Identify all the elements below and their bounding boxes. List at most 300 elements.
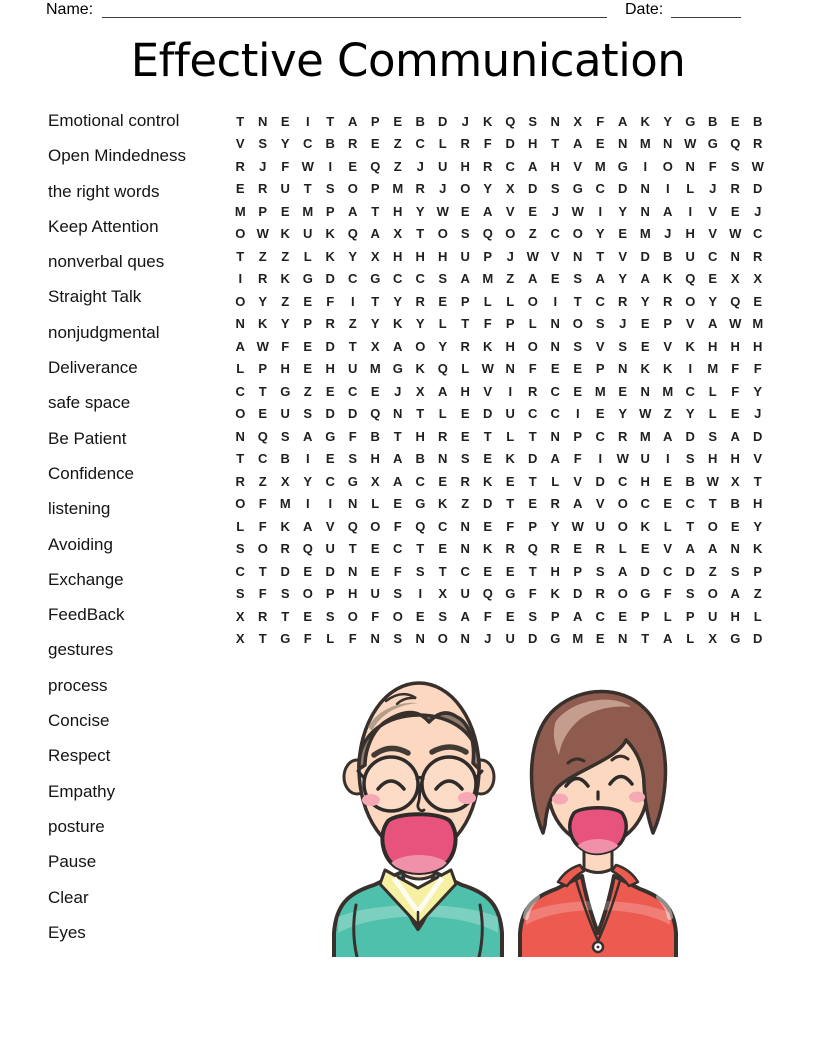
grid-cell: A <box>528 271 538 287</box>
grid-cell: A <box>348 113 358 129</box>
grid-cell: O <box>235 406 246 422</box>
date-input-line[interactable] <box>671 0 741 18</box>
grid-cell: L <box>686 631 695 647</box>
grid-cell: C <box>235 563 245 579</box>
grid-cell: M <box>662 383 674 399</box>
grid-cell: W <box>706 473 719 489</box>
grid-cell: I <box>508 383 513 399</box>
grid-cell: F <box>483 316 492 332</box>
grid-cell: A <box>303 428 313 444</box>
grid-cell: H <box>708 338 718 354</box>
grid-cell: U <box>685 248 695 264</box>
grid-cell: Q <box>370 406 381 422</box>
grid-cell: V <box>483 383 493 399</box>
grid-cell: T <box>258 631 267 647</box>
grid-cell: M <box>594 158 606 174</box>
grid-cell: L <box>236 361 245 377</box>
grid-cell: T <box>371 203 380 219</box>
grid-cell: P <box>325 203 335 219</box>
grid-cell: E <box>640 316 650 332</box>
grid-cell: O <box>347 181 358 197</box>
grid-cell: A <box>618 113 628 129</box>
grid-cell: E <box>460 203 470 219</box>
grid-cell: J <box>506 248 514 264</box>
grid-cell: E <box>730 113 740 129</box>
grid-cell: N <box>640 203 650 219</box>
grid-cell: O <box>235 226 246 242</box>
grid-cell: K <box>483 473 493 489</box>
grid-cell: D <box>438 113 448 129</box>
grid-cell: C <box>303 136 313 152</box>
grid-cell: J <box>664 226 672 242</box>
grid-cell: W <box>481 361 494 377</box>
grid-cell: K <box>280 226 290 242</box>
grid-cell: A <box>393 451 403 467</box>
grid-cell: S <box>708 428 718 444</box>
grid-cell: E <box>303 608 313 624</box>
grid-cell: G <box>302 271 313 287</box>
grid-cell: Q <box>505 113 516 129</box>
grid-cell: Q <box>347 518 358 534</box>
word-list-item: gestures <box>48 640 114 660</box>
word-list-item: the right words <box>48 181 160 201</box>
grid-cell: T <box>393 428 402 444</box>
grid-cell: P <box>370 113 380 129</box>
word-list-item: Eyes <box>48 922 86 942</box>
grid-cell: F <box>753 361 762 377</box>
grid-cell: F <box>326 293 335 309</box>
grid-cell: K <box>483 113 493 129</box>
grid-cell: N <box>235 428 245 444</box>
grid-cell: F <box>371 608 380 624</box>
grid-cell: J <box>754 203 762 219</box>
grid-cell: V <box>618 248 628 264</box>
grid-cell: M <box>572 631 584 647</box>
grid-cell: H <box>393 248 403 264</box>
grid-cell: M <box>369 361 381 377</box>
word-list-item: FeedBack <box>48 605 125 625</box>
grid-cell: E <box>573 361 583 377</box>
grid-cell: U <box>640 451 650 467</box>
grid-cell: H <box>730 451 740 467</box>
grid-cell: T <box>348 338 357 354</box>
grid-cell: O <box>505 226 516 242</box>
grid-cell: G <box>617 158 628 174</box>
grid-cell: P <box>460 293 470 309</box>
grid-cell: V <box>595 496 605 512</box>
grid-cell: A <box>235 338 245 354</box>
grid-cell: C <box>460 563 470 579</box>
grid-cell: Y <box>753 383 763 399</box>
grid-cell: N <box>573 248 583 264</box>
grid-cell: V <box>753 451 763 467</box>
grid-cell: U <box>460 586 470 602</box>
grid-cell: P <box>573 563 583 579</box>
grid-cell: Z <box>258 248 267 264</box>
grid-cell: N <box>663 136 673 152</box>
grid-cell: O <box>662 158 673 174</box>
grid-cell: T <box>236 248 245 264</box>
grid-cell: K <box>640 518 650 534</box>
grid-cell: U <box>595 518 605 534</box>
grid-cell: T <box>753 473 762 489</box>
grid-cell: E <box>303 361 313 377</box>
grid-cell: J <box>709 181 717 197</box>
grid-cell: N <box>348 496 358 512</box>
woman-figure <box>520 692 676 958</box>
grid-cell: A <box>370 226 380 242</box>
grid-cell: F <box>528 361 537 377</box>
grid-cell: X <box>370 473 380 489</box>
grid-cell: W <box>256 226 269 242</box>
grid-cell: V <box>573 473 583 489</box>
grid-cell: D <box>528 631 538 647</box>
grid-cell: O <box>370 518 381 534</box>
grid-cell: D <box>483 496 493 512</box>
grid-cell: R <box>415 293 425 309</box>
grid-cell: T <box>281 608 290 624</box>
grid-cell: C <box>685 496 695 512</box>
grid-cell: R <box>483 158 493 174</box>
grid-cell: E <box>303 338 313 354</box>
grid-cell: N <box>438 451 448 467</box>
grid-cell: Z <box>506 271 515 287</box>
grid-cell: V <box>708 203 718 219</box>
couple-illustration <box>330 665 692 957</box>
grid-cell: R <box>460 473 470 489</box>
grid-cell: U <box>280 406 290 422</box>
grid-cell: X <box>280 473 290 489</box>
grid-cell: A <box>573 608 583 624</box>
grid-cell: E <box>370 541 380 557</box>
grid-cell: E <box>528 496 538 512</box>
grid-cell: S <box>235 586 245 602</box>
grid-cell: G <box>685 113 696 129</box>
grid-cell: K <box>258 316 268 332</box>
grid-cell: J <box>484 631 492 647</box>
grid-cell: R <box>663 293 673 309</box>
grid-cell: B <box>325 136 335 152</box>
grid-cell: X <box>505 181 515 197</box>
grid-cell: O <box>437 631 448 647</box>
grid-cell: H <box>730 338 740 354</box>
grid-cell: B <box>415 113 425 129</box>
grid-cell: S <box>573 271 583 287</box>
grid-cell: K <box>483 338 493 354</box>
grid-cell: A <box>393 473 403 489</box>
grid-cell: E <box>640 338 650 354</box>
grid-cell: Y <box>640 293 650 309</box>
grid-cell: O <box>707 586 718 602</box>
grid-cell: W <box>256 338 269 354</box>
word-list-item: Emotional control <box>48 111 180 130</box>
grid-cell: S <box>528 113 538 129</box>
word-list-item: Pause <box>48 852 97 872</box>
word-list-item: Concise <box>48 711 110 731</box>
man-figure <box>334 683 502 957</box>
grid-cell: M <box>639 136 651 152</box>
grid-cell: T <box>371 293 380 309</box>
grid-cell: C <box>708 248 718 264</box>
grid-cell: O <box>257 541 268 557</box>
grid-cell: S <box>280 586 290 602</box>
grid-cell: N <box>235 316 245 332</box>
grid-cell: L <box>506 428 515 444</box>
grid-cell: O <box>685 293 696 309</box>
grid-cell: G <box>505 586 516 602</box>
grid-cell: R <box>460 136 470 152</box>
grid-cell: T <box>416 541 425 557</box>
grid-cell: C <box>415 136 425 152</box>
grid-cell: R <box>595 586 605 602</box>
grid-cell: E <box>370 563 380 579</box>
grid-cell: S <box>730 158 740 174</box>
grid-cell: J <box>259 158 267 174</box>
grid-cell: D <box>595 473 605 489</box>
grid-cell: P <box>753 563 763 579</box>
grid-cell: N <box>618 631 628 647</box>
grid-cell: H <box>753 496 763 512</box>
grid-cell: W <box>526 248 539 264</box>
grid-cell: M <box>707 361 719 377</box>
grid-cell: D <box>753 428 763 444</box>
grid-cell: R <box>258 608 268 624</box>
grid-cell: C <box>528 406 538 422</box>
grid-cell: C <box>595 293 605 309</box>
grid-cell: E <box>325 451 335 467</box>
grid-cell: H <box>550 563 560 579</box>
grid-cell: L <box>528 316 537 332</box>
grid-cell: Q <box>730 136 741 152</box>
grid-cell: K <box>753 541 763 557</box>
grid-cell: E <box>325 383 335 399</box>
grid-cell: Z <box>258 473 267 489</box>
grid-cell: W <box>571 203 584 219</box>
grid-cell: F <box>258 586 267 602</box>
grid-cell: T <box>236 113 245 129</box>
grid-cell: E <box>730 518 740 534</box>
grid-cell: K <box>438 496 448 512</box>
grid-cell: F <box>708 158 717 174</box>
grid-cell: Q <box>302 541 313 557</box>
grid-cell: E <box>640 541 650 557</box>
grid-cell: G <box>280 383 291 399</box>
word-list-item: Clear <box>48 887 89 907</box>
grid-cell: G <box>325 428 336 444</box>
grid-cell: E <box>393 496 403 512</box>
grid-cell: T <box>258 383 267 399</box>
grid-cell: I <box>688 361 693 377</box>
grid-cell: H <box>325 361 335 377</box>
grid-cell: E <box>595 631 605 647</box>
grid-cell: G <box>347 473 358 489</box>
grid-cell: W <box>639 406 652 422</box>
grid-cell: Y <box>595 226 605 242</box>
grid-cell: E <box>303 563 313 579</box>
grid-cell: H <box>708 451 718 467</box>
grid-cell: F <box>506 518 515 534</box>
grid-cell: S <box>618 338 628 354</box>
grid-cell: P <box>685 608 695 624</box>
grid-cell: H <box>550 158 560 174</box>
grid-cell: X <box>730 271 740 287</box>
grid-cell: Y <box>348 248 358 264</box>
grid-cell: H <box>640 473 650 489</box>
grid-cell: E <box>505 608 515 624</box>
grid-cell: D <box>348 406 358 422</box>
grid-cell: T <box>326 113 335 129</box>
grid-cell: I <box>598 451 603 467</box>
grid-cell: Y <box>393 293 403 309</box>
grid-cell: T <box>483 428 492 444</box>
grid-cell: Z <box>281 293 290 309</box>
grid-cell: A <box>685 541 695 557</box>
grid-cell: N <box>415 631 425 647</box>
grid-cell: G <box>550 631 561 647</box>
grid-cell: R <box>235 158 245 174</box>
grid-cell: E <box>280 203 290 219</box>
grid-cell: T <box>641 631 650 647</box>
grid-cell: T <box>416 406 425 422</box>
grid-cell: D <box>640 563 650 579</box>
grid-cell: N <box>370 631 380 647</box>
grid-cell: U <box>708 608 718 624</box>
grid-cell: D <box>640 248 650 264</box>
grid-cell: Q <box>347 226 358 242</box>
grid-cell: Y <box>708 293 718 309</box>
grid-cell: U <box>370 586 380 602</box>
grid-cell: I <box>350 293 355 309</box>
grid-cell: Q <box>527 541 538 557</box>
grid-cell: N <box>258 113 268 129</box>
grid-cell: L <box>618 541 627 557</box>
grid-cell: F <box>258 518 267 534</box>
grid-cell: Y <box>415 203 425 219</box>
grid-cell: A <box>663 428 673 444</box>
date-label: Date: <box>625 1 664 18</box>
grid-cell: S <box>460 226 470 242</box>
grid-cell: R <box>438 428 448 444</box>
grid-cell: R <box>618 428 628 444</box>
grid-cell: S <box>325 608 335 624</box>
grid-cell: Z <box>753 586 762 602</box>
grid-cell: X <box>370 248 380 264</box>
grid-cell: T <box>573 293 582 309</box>
grid-cell: J <box>394 383 402 399</box>
grid-cell: K <box>280 271 290 287</box>
grid-cell: X <box>415 383 425 399</box>
grid-cell: N <box>730 248 740 264</box>
grid-cell: B <box>753 113 763 129</box>
grid-cell: D <box>325 271 335 287</box>
word-list-item: listening <box>48 499 111 519</box>
grid-cell: D <box>483 406 493 422</box>
grid-cell: S <box>438 271 448 287</box>
grid-cell: S <box>685 451 695 467</box>
grid-cell: V <box>550 248 560 264</box>
grid-cell: N <box>640 383 650 399</box>
grid-cell: L <box>438 136 447 152</box>
grid-cell: R <box>415 181 425 197</box>
grid-cell: E <box>370 136 380 152</box>
grid-cell: S <box>685 586 695 602</box>
grid-cell: E <box>235 181 245 197</box>
grid-cell: M <box>639 226 651 242</box>
grid-cell: J <box>439 181 447 197</box>
grid-cell: H <box>730 608 740 624</box>
grid-cell: C <box>415 473 425 489</box>
grid-cell: E <box>730 406 740 422</box>
grid-cell: L <box>708 383 717 399</box>
grid-cell: D <box>325 563 335 579</box>
grid-cell: G <box>415 496 426 512</box>
grid-cell: V <box>663 338 673 354</box>
grid-cell: I <box>575 406 580 422</box>
grid-cell: Q <box>482 586 493 602</box>
grid-cell: E <box>708 271 718 287</box>
grid-cell: K <box>663 271 673 287</box>
grid-cell: E <box>505 563 515 579</box>
grid-cell: A <box>618 563 628 579</box>
grid-cell: R <box>618 293 628 309</box>
grid-cell: X <box>730 473 740 489</box>
grid-cell: A <box>550 451 560 467</box>
grid-cell: N <box>730 541 740 557</box>
grid-cell: X <box>438 586 448 602</box>
grid-cell: D <box>528 451 538 467</box>
grid-cell: W <box>729 226 742 242</box>
word-list-item: Exchange <box>48 569 124 589</box>
grid-cell: L <box>236 518 245 534</box>
grid-cell: P <box>505 316 515 332</box>
grid-cell: B <box>708 113 718 129</box>
grid-cell: K <box>685 338 695 354</box>
grid-cell: Y <box>550 518 560 534</box>
grid-cell: O <box>235 293 246 309</box>
grid-cell: L <box>753 608 762 624</box>
grid-cell: A <box>708 316 718 332</box>
grid-cell: C <box>640 496 650 512</box>
grid-cell: L <box>506 293 515 309</box>
page-title: Effective Communication <box>130 34 686 87</box>
grid-cell: C <box>438 518 448 534</box>
word-list-item: Keep Attention <box>48 216 159 236</box>
grid-cell: Z <box>461 496 470 512</box>
grid-cell: A <box>663 203 673 219</box>
grid-cell: U <box>438 158 448 174</box>
grid-cell: O <box>347 608 358 624</box>
name-input-line[interactable] <box>102 0 607 18</box>
grid-cell: E <box>505 473 515 489</box>
grid-cell: N <box>618 136 628 152</box>
grid-cell: U <box>325 541 335 557</box>
grid-cell: Q <box>415 518 426 534</box>
grid-cell: U <box>505 406 515 422</box>
grid-cell: L <box>438 406 447 422</box>
grid-cell: J <box>619 316 627 332</box>
grid-cell: C <box>685 383 695 399</box>
grid-cell: R <box>325 316 335 332</box>
grid-cell: A <box>483 203 493 219</box>
grid-cell: W <box>729 316 742 332</box>
grid-cell: P <box>640 608 650 624</box>
grid-cell: R <box>753 248 763 264</box>
grid-cell: Y <box>258 293 268 309</box>
grid-cell: T <box>708 496 717 512</box>
grid-cell: M <box>234 203 246 219</box>
grid-cell: I <box>305 113 310 129</box>
grid-cell: K <box>325 248 335 264</box>
